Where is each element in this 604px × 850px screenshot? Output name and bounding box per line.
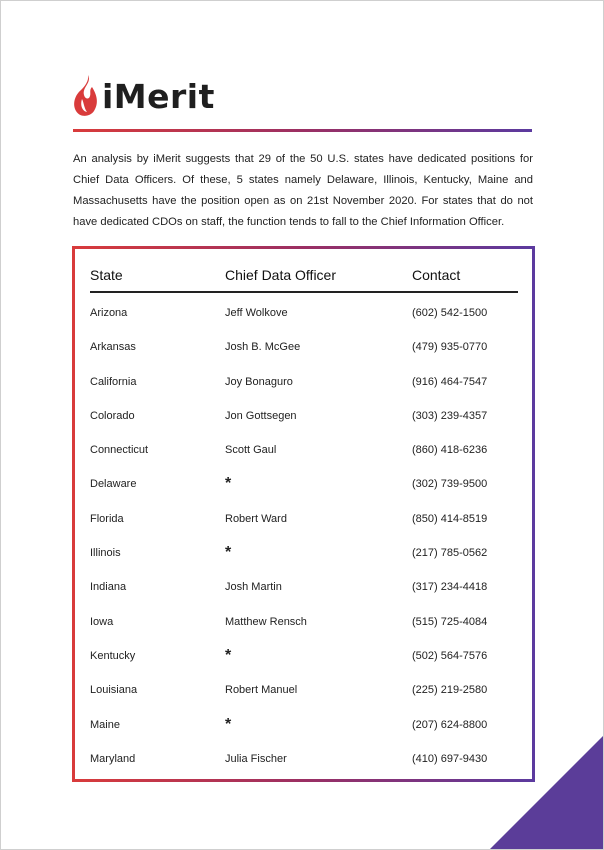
contact-cell: (916) 464-7547 [412,375,488,388]
flame-icon [72,73,100,119]
contact-cell: (225) 219-2580 [412,684,488,697]
officer-cell: Matthew Rensch [225,615,307,628]
contact-cell: (860) 418-6236 [412,444,488,457]
state-cell: Arkansas [90,341,136,354]
officer-cell: Joy Bonaguro [225,375,293,388]
corner-triangle-decoration [490,736,603,849]
intro-paragraph: An analysis by iMerit suggests that 29 of the 50 U.S. states have dedicated positions for Chief Data Officers. Of these, 5 states namely Delaware, Illinois, Kentucky, Maine and Massachusetts have the position open as on 21st November 2020. For states that do not have dedicated CDOs on staff, the function tends to fall to the Chief Information Officer. [73,153,533,228]
state-cell: Illinois [90,547,121,560]
state-cell: Louisiana [90,684,138,697]
officer-cell: Jon Gottsegen [225,409,297,422]
contact-cell: (850) 414-8519 [412,512,488,525]
header-officer: Chief Data Officer [225,267,337,283]
table-header [90,267,518,293]
table-row [90,741,518,775]
officer-vacant-asterisk: * [225,475,232,493]
table-row [90,432,518,466]
table-row [90,398,518,432]
contact-cell: (502) 564-7576 [412,649,488,662]
officer-vacant-asterisk: * [225,544,232,562]
table-row [90,466,518,500]
table-row [90,638,518,672]
state-cell: Delaware [90,478,137,491]
state-cell: California [90,375,137,388]
state-cell: Indiana [90,581,127,594]
imerit-logo [72,71,215,121]
table-row [90,501,518,535]
table-row [90,535,518,569]
contact-cell: (479) 935-0770 [412,341,488,354]
table-row [90,707,518,741]
contact-cell: (515) 725-4084 [412,615,488,628]
officer-cell: Josh B. McGee [225,341,301,354]
contact-cell: (602) 542-1500 [412,307,488,319]
contact-cell: (217) 785-0562 [412,547,488,560]
table-row [90,295,518,329]
state-cell: Kentucky [90,649,136,662]
state-cell: Maine [90,718,120,731]
contact-cell: (207) 624-8800 [412,718,488,731]
contact-cell: (410) 697-9430 [412,752,488,765]
officer-vacant-asterisk: * [225,646,232,664]
table-row [90,329,518,363]
brand-name: iMerit [102,76,215,116]
officer-vacant-asterisk: * [225,715,232,733]
officer-cell: Josh Martin [225,581,282,594]
state-cell: Colorado [90,409,135,422]
state-cell: Arizona [90,307,128,319]
header-contact: Contact [412,267,461,283]
officer-cell: Robert Ward [225,512,287,525]
table-row [90,604,518,638]
officer-cell: Scott Gaul [225,444,277,457]
header-divider [73,129,532,132]
state-cell: Iowa [90,615,114,628]
state-cell: Maryland [90,752,136,765]
officer-cell: Robert Manuel [225,684,298,697]
table-row [90,364,518,398]
cdo-table [72,246,535,782]
header-state: State [90,267,123,283]
table-row [90,672,518,706]
officer-cell: Jeff Wolkove [225,307,288,319]
contact-cell: (302) 739-9500 [412,478,488,491]
contact-cell: (317) 234-4418 [412,581,488,594]
officer-cell: Julia Fischer [225,752,287,765]
state-cell: Connecticut [90,444,149,457]
state-cell: Florida [90,512,124,525]
contact-cell: (303) 239-4357 [412,409,488,422]
table-body [90,295,518,775]
table-row [90,569,518,603]
